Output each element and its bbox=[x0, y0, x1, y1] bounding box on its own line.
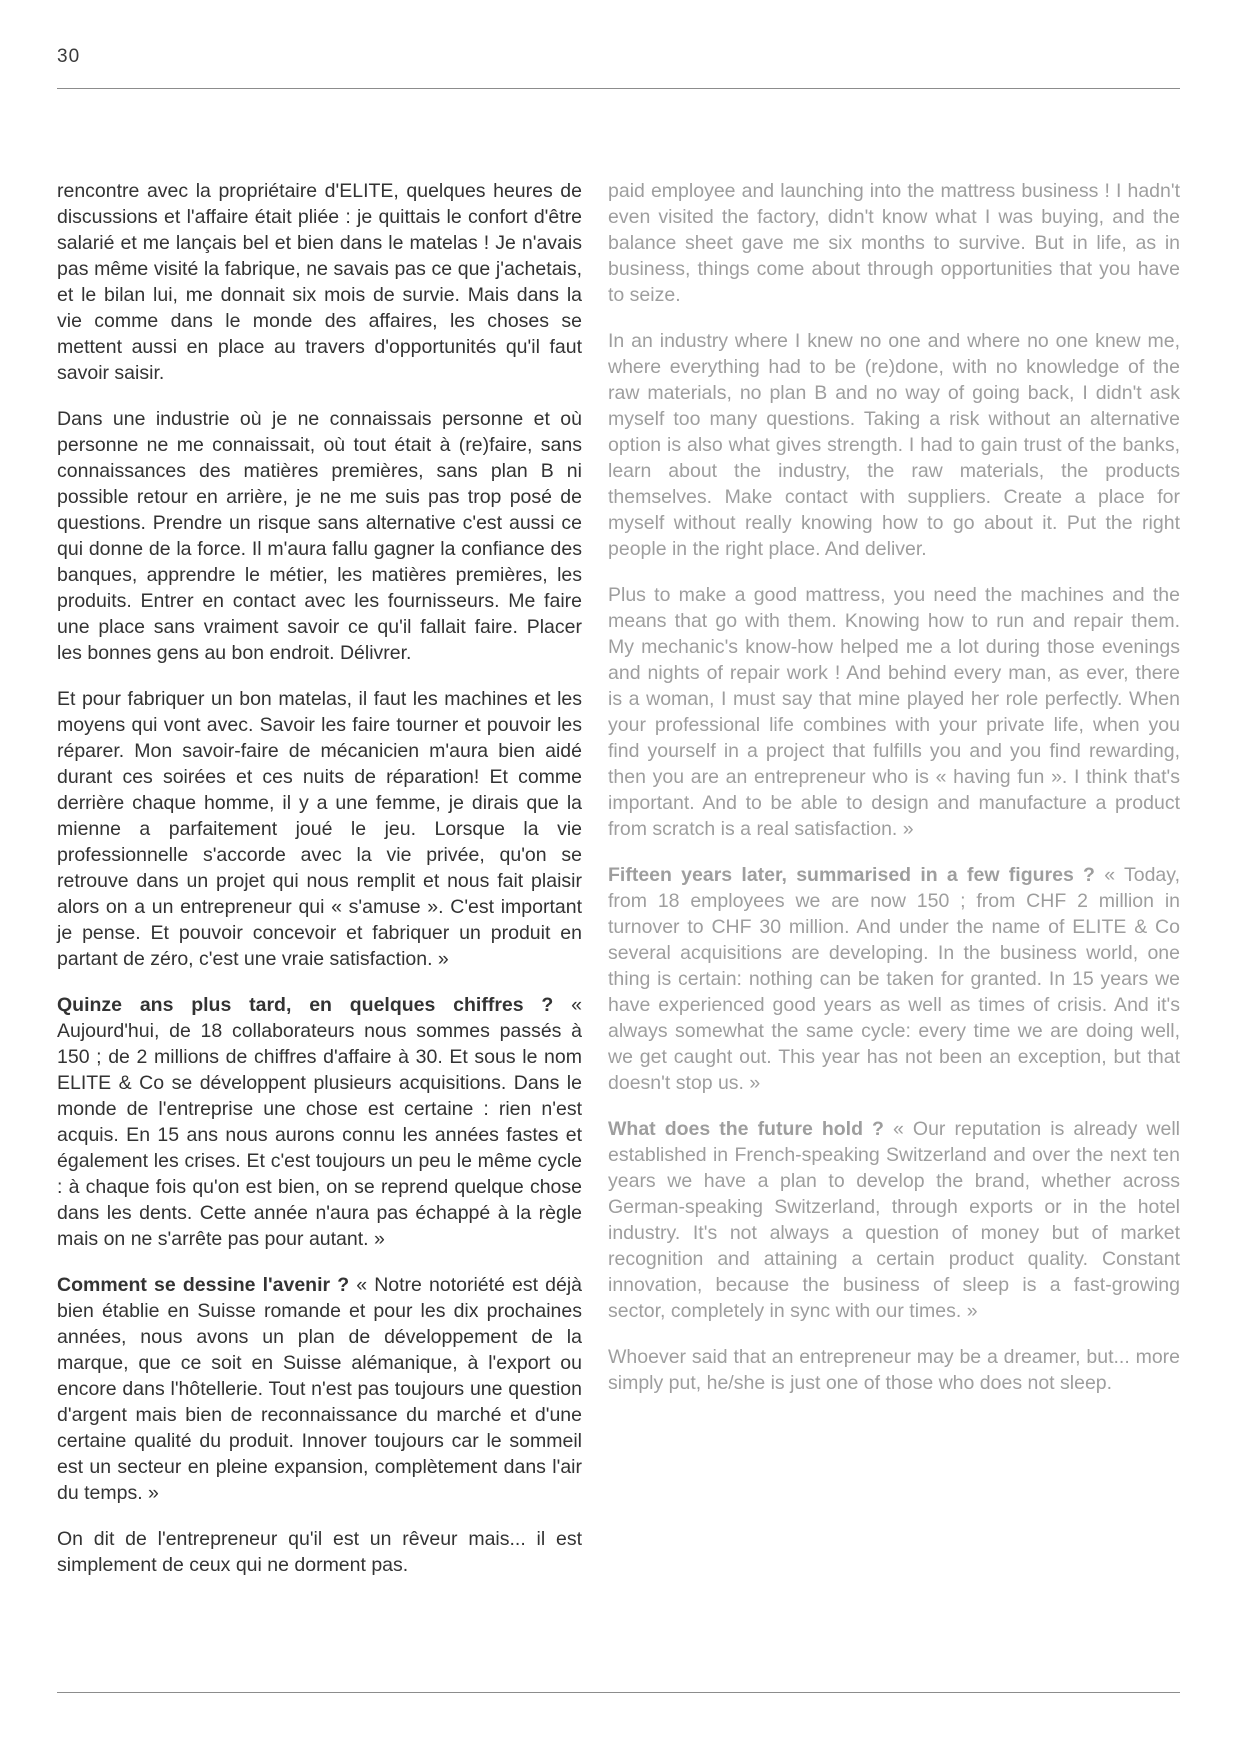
paragraph-lead: Comment se dessine l'avenir ? bbox=[57, 1274, 350, 1296]
paragraph bbox=[57, 686, 582, 972]
paragraph-body: rencontre avec la propriétaire d'ELITE, quelques heures de discussions et l'affaire était pliée : je quittais le confort d'être salarié et me lançais bel et bien dans le matelas ! Je n'avais pas même visité la fabrique, ne savais pas ce que j'achetais, et le bilan lui, me donnait six mois de survie. Mais dans la vie comme dans le monde des affaires, les choses se mettent aussi en place au travers d'opportunités qu'il faut savoir saisir. bbox=[57, 180, 582, 384]
paragraph-body: « Notre notoriété est déjà bien établie en Suisse romande et pour les dix prochaines années, nous avons un plan de développement de la marque, que ce soit en Suisse alémanique, à l'export ou encore dans l'hôtellerie. Tout n'est pas toujours une question d'argent mais bien de reconnaissance du marché et d'une certaine qualité du produit. Innover toujours car le sommeil est un secteur en pleine expansion, complètement dans l'air du temps. » bbox=[57, 1274, 583, 1504]
paragraph-body: Whoever said that an entrepreneur may be a dreamer, but... more simply put, he/she is just one of those who does not sleep. bbox=[608, 1346, 1180, 1394]
paragraph-lead: What does the future hold ? bbox=[608, 1118, 884, 1140]
paragraph bbox=[57, 1272, 582, 1506]
paragraph bbox=[608, 1116, 1180, 1324]
paragraph bbox=[608, 582, 1180, 842]
paragraph bbox=[57, 992, 582, 1252]
column-french bbox=[57, 178, 582, 1598]
top-divider bbox=[57, 88, 1180, 89]
paragraph-body: « Our reputation is already well established in French-speaking Switzerland and over the next ten years we have a plan to develop the brand, whether across German-speaking Switzerland, through exports or in the hotel industry. It's not always a question of money but of market recognition and attaining a certain product quality. Constant innovation, because the business of sleep is a fast-growing sector, completely in sync with our times. » bbox=[608, 1118, 1180, 1322]
paragraph-lead: Fifteen years later, summarised in a few figures ? bbox=[608, 864, 1095, 886]
column-english bbox=[608, 178, 1180, 1416]
paragraph-body: « Today, from 18 employees we are now 150 ; from CHF 2 million in turnover to CHF 30 million. And under the name of ELITE & Co several acquisitions are developing. In the business world, one thing is certain: nothing can be taken for granted. In 15 years we have experienced good years as well as times of crisis. And it's always somewhat the same cycle: every time we are doing well, we get caught out. This year has not been an exception, but that doesn't stop us. » bbox=[608, 864, 1180, 1094]
paragraph-body: In an industry where I knew no one and where no one knew me, where everything had to be (re)done, with no knowledge of the raw materials, no plan B and no way of going back, I didn't ask myself too many questions. Taking a risk without an alternative option is also what gives strength. I had to gain trust of the banks, learn about the industry, the raw materials, the products themselves. Make contact with suppliers. Create a place for myself without really knowing how to go about it. Put the right people in the right place. And deliver. bbox=[608, 330, 1180, 560]
paragraph bbox=[57, 178, 582, 386]
paragraph bbox=[608, 1344, 1180, 1396]
paragraph-body: Et pour fabriquer un bon matelas, il faut les machines et les moyens qui vont avec. Savoir les faire tourner et pouvoir les réparer. Mon savoir-faire de mécanicien m'aura bien aidé durant ces soirées et ces nuits de réparation! Et comme derrière chaque homme, il y a une femme, je dirais que la mienne a parfaitement joué le jeu. Lorsque la vie professionnelle s'accorde avec la vie privée, qu'on se retrouve dans un projet qui nous remplit et nous fait plaisir alors on a un entrepreneur qui « s'amuse ». C'est important je pense. Et pouvoir concevoir et fabriquer un produit en partant de zéro, c'est une vraie satisfaction. » bbox=[57, 688, 582, 970]
paragraph bbox=[608, 178, 1180, 308]
paragraph-body: Dans une industrie où je ne connaissais personne et où personne ne me connaissait, où tout était à (re)faire, sans connaissances des matières premières, sans plan B ni possible retour en arrière, je ne me suis pas trop posé de questions. Prendre un risque sans alternative c'est aussi ce qui donne de la force. Il m'aura fallu gagner la confiance des banques, apprendre le métier, les matières premières, les produits. Entrer en contact avec les fournisseurs. Me faire une place sans vraiment savoir ce qu'il fallait faire. Placer les bonnes gens au bon endroit. Délivrer. bbox=[57, 408, 582, 664]
paragraph-body: paid employee and launching into the mattress business ! I hadn't even visited the factory, didn't know what I was buying, and the balance sheet gave me six months to survive. But in life, as in business, things come about through opportunities that you have to seize. bbox=[608, 180, 1180, 306]
paragraph-body: « Aujourd'hui, de 18 collaborateurs nous sommes passés à 150 ; de 2 millions de chiffres d'affaire à 30. Et sous le nom ELITE & Co se développent plusieurs acquisitions. Dans le monde de l'entreprise une chose est certaine : rien n'est acquis. En 15 ans nous aurons connu les années fastes et également les crises. Et c'est toujours un peu le même cycle : à chaque fois qu'on est bien, on se reprend quelque chose dans les dents. Cette année n'aura pas échappé à la règle mais on ne s'arrête pas pour autant. » bbox=[57, 994, 582, 1250]
bottom-divider bbox=[57, 1692, 1180, 1693]
page-number: 30 bbox=[57, 46, 81, 67]
paragraph bbox=[608, 862, 1180, 1096]
paragraph bbox=[57, 406, 582, 666]
article-body bbox=[57, 178, 1180, 1598]
paragraph bbox=[608, 328, 1180, 562]
paragraph-body: Plus to make a good mattress, you need the machines and the means that go with them. Knowing how to run and repair them. My mechanic's know-how helped me a lot during those evenings and nights of repair work ! And behind every man, as ever, there is a woman, I must say that mine played her role perfectly. When your professional life combines with your private life, when you find yourself in a project that fulfills you and you find rewarding, then you are an entrepreneur who is « having fun ». I think that's important. And to be able to design and manufacture a product from scratch is a real satisfaction. » bbox=[608, 584, 1180, 840]
paragraph-body: On dit de l'entrepreneur qu'il est un rêveur mais... il est simplement de ceux qui ne dorment pas. bbox=[57, 1528, 582, 1576]
paragraph bbox=[57, 1526, 582, 1578]
paragraph-lead: Quinze ans plus tard, en quelques chiffres ? bbox=[57, 994, 554, 1016]
